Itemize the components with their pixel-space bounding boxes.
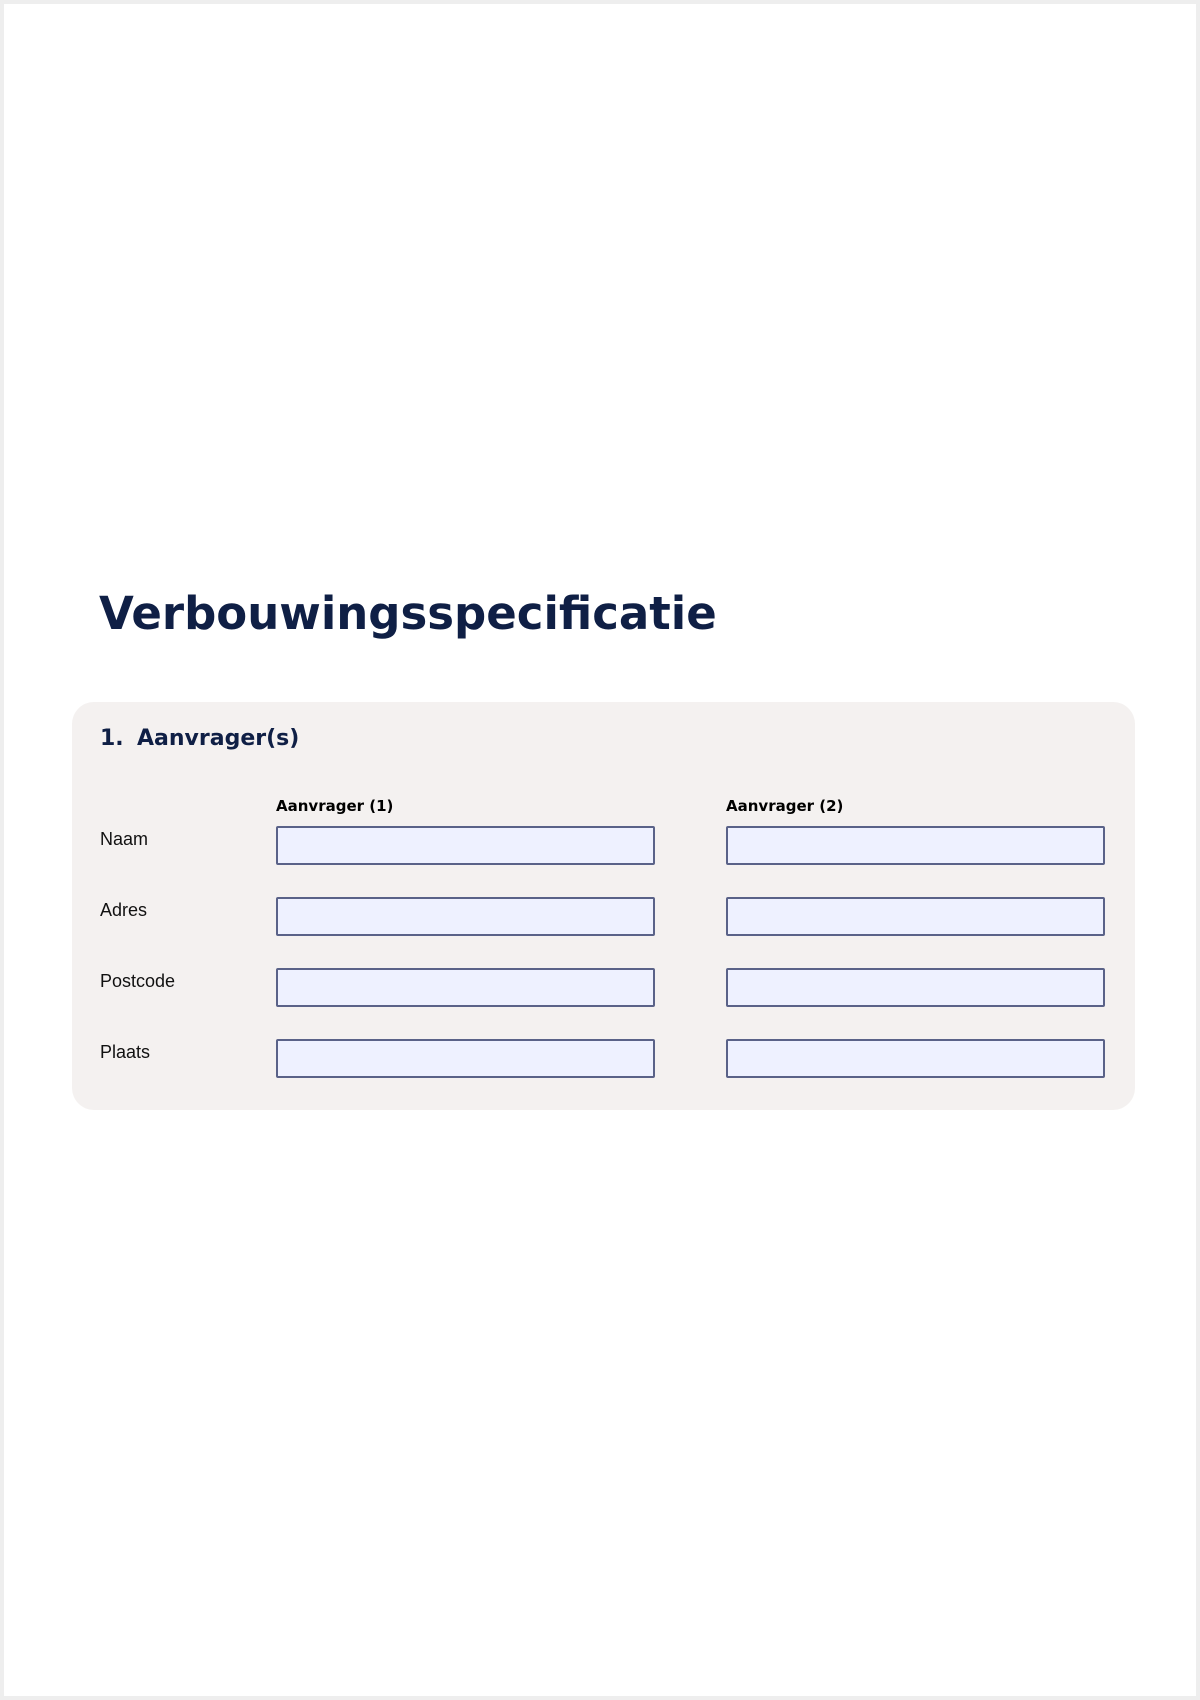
postcode-input-applicant-2[interactable] <box>726 968 1105 1007</box>
field-label-naam: Naam <box>100 829 149 849</box>
adres-input-applicant-1[interactable] <box>276 897 655 936</box>
postcode-input-applicant-1[interactable] <box>276 968 655 1007</box>
column-header-applicant-2: Aanvrager (2) <box>726 797 844 815</box>
field-label-plaats: Plaats <box>100 1042 151 1062</box>
document-page <box>4 4 1196 1696</box>
adres-input-applicant-2[interactable] <box>726 897 1105 936</box>
plaats-input-applicant-2[interactable] <box>726 1039 1105 1078</box>
section-number: 1. <box>100 726 124 751</box>
field-label-adres: Adres <box>100 900 148 920</box>
section-title <box>100 724 299 754</box>
naam-input-applicant-1[interactable] <box>276 826 655 865</box>
field-label-postcode: Postcode <box>100 971 176 991</box>
page-title: Verbouwingsspecificatie <box>99 587 717 640</box>
column-header-applicant-1: Aanvrager (1) <box>276 797 394 815</box>
section-applicants <box>72 702 1135 1110</box>
plaats-input-applicant-1[interactable] <box>276 1039 655 1078</box>
naam-input-applicant-2[interactable] <box>726 826 1105 865</box>
section-title-text: Aanvrager(s) <box>137 726 300 751</box>
